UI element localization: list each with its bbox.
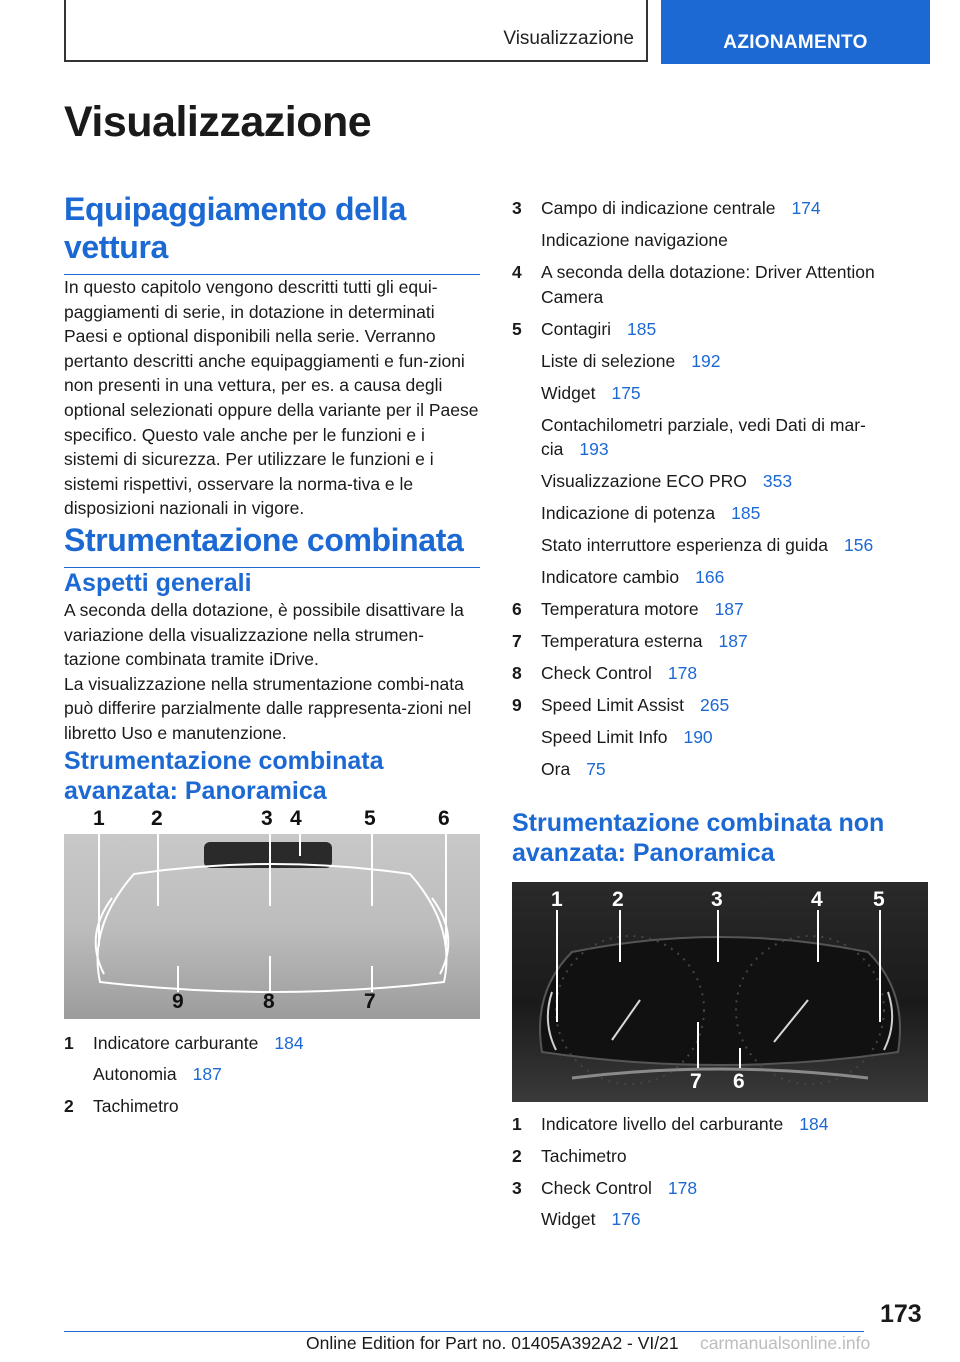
page-ref-link[interactable]: 174 <box>791 198 821 218</box>
list-item <box>512 757 928 782</box>
page-ref-link[interactable]: 193 <box>579 439 609 460</box>
item-number <box>512 349 541 374</box>
basic-callout-4: 4 <box>811 887 823 911</box>
advanced-callout-4: 4 <box>290 806 302 830</box>
list-item <box>512 196 928 221</box>
page-ref-link[interactable]: 176 <box>611 1209 641 1230</box>
general-paragraph-2: La visualizzazione nella strumentazione combi-nata può differire parzialmente dalle rappresenta-zioni nel libretto Uso e manutenzione. <box>64 673 472 743</box>
list-item <box>512 413 928 462</box>
header-section-label: Visualizzazione <box>503 28 634 49</box>
item-number <box>512 533 541 558</box>
list-item <box>512 260 928 309</box>
left-column <box>64 190 480 1119</box>
item-text: Autonomia <box>93 1064 177 1085</box>
list-item <box>512 381 928 406</box>
list-item <box>512 501 928 526</box>
list-item <box>64 1094 480 1119</box>
page-ref-link[interactable]: 185 <box>731 503 761 524</box>
basic-callout-6: 6 <box>733 1069 745 1093</box>
advanced-callout-9: 9 <box>172 989 184 1013</box>
header-section-box <box>64 0 648 62</box>
cluster-heading: Strumentazione combinata <box>64 521 480 568</box>
page-ref-link[interactable]: 184 <box>799 1113 829 1134</box>
item-text: Check Control <box>541 662 652 683</box>
item-number: 8 <box>512 662 522 683</box>
item-number: 9 <box>512 694 522 715</box>
list-item <box>512 629 928 654</box>
list-item <box>512 1176 928 1201</box>
item-text: Visualizzazione ECO PRO <box>541 471 747 492</box>
watermark: carmanualsonline.info <box>700 1333 871 1353</box>
advanced-cluster-drawing <box>64 806 480 1019</box>
advanced-callout-6: 6 <box>438 806 450 830</box>
item-text: Temperatura motore <box>541 599 699 620</box>
page-ref-link[interactable]: 187 <box>714 599 744 620</box>
basic-callout-2: 2 <box>612 887 624 911</box>
page-ref-link[interactable]: 185 <box>627 318 657 339</box>
item-number <box>64 1062 93 1087</box>
advanced-callout-5: 5 <box>364 806 376 830</box>
advanced-callout-1: 1 <box>93 806 105 830</box>
basic-legend <box>512 1112 928 1233</box>
advanced-callout-7: 7 <box>364 989 376 1013</box>
page-ref-link[interactable]: 178 <box>667 662 698 683</box>
page-ref-link[interactable]: 187 <box>718 631 748 651</box>
item-number <box>512 501 541 526</box>
item-text: Indicazione di potenza <box>541 503 716 524</box>
page-number: 173 <box>880 1300 922 1328</box>
list-item <box>512 228 928 253</box>
page-ref-link[interactable]: 184 <box>274 1032 304 1053</box>
page-ref-link[interactable]: 353 <box>762 471 793 492</box>
equipment-heading: Equipaggiamento della vettura <box>64 190 480 275</box>
page-ref-link[interactable]: 166 <box>695 567 725 588</box>
list-item <box>512 725 928 750</box>
footer-rule <box>64 1331 864 1332</box>
list-item <box>512 1144 928 1169</box>
basic-callout-3: 3 <box>711 887 723 911</box>
page-ref-link[interactable]: 156 <box>843 535 874 556</box>
footer-edition: Online Edition for Part no. 01405A392A2 - VI/21 <box>306 1333 679 1353</box>
item-text: Tachimetro <box>93 1096 179 1117</box>
basic-callout-5: 5 <box>873 887 885 911</box>
item-text: Campo di indicazione centrale <box>541 198 776 218</box>
list-item <box>64 1031 480 1056</box>
basic-cluster-heading: Strumentazione combinata non avanzata: Panoramica <box>512 808 885 867</box>
item-text: Speed Limit Info <box>541 726 668 747</box>
item-number <box>512 413 541 462</box>
item-number: 3 <box>512 1177 522 1198</box>
item-number: 1 <box>64 1032 74 1053</box>
item-number: 2 <box>64 1096 74 1117</box>
item-number: 5 <box>512 318 522 339</box>
item-number <box>512 381 541 406</box>
item-number: 7 <box>512 631 522 651</box>
item-text: Contagiri <box>541 318 612 339</box>
general-paragraph-1: A seconda della dotazione, è possibile disattivare la variazione della visualizzazione nella strumen-tazione combinata tramite iDrive. <box>64 599 464 670</box>
item-text: Widget <box>541 1209 596 1230</box>
list-item <box>512 565 928 590</box>
page-header <box>64 0 930 64</box>
item-text: Contachilometri parziale, vedi Dati di mar-cia <box>541 414 866 460</box>
item-number <box>512 565 541 590</box>
list-item <box>512 349 928 374</box>
advanced-callout-3: 3 <box>261 806 273 830</box>
advanced-legend-right <box>512 196 928 782</box>
item-number <box>512 1207 541 1232</box>
page-ref-link[interactable]: 265 <box>699 694 730 715</box>
item-number <box>512 469 541 494</box>
page-ref-link[interactable]: 187 <box>192 1064 222 1085</box>
page-title: Visualizzazione <box>64 98 372 146</box>
list-item <box>512 661 928 686</box>
advanced-cluster-heading: Strumentazione combinata avanzata: Panoramica <box>64 746 384 805</box>
page-ref-link[interactable]: 178 <box>667 1177 698 1198</box>
item-text: Speed Limit Assist <box>541 694 684 715</box>
list-item <box>512 1207 928 1232</box>
page-ref-link[interactable]: 175 <box>611 382 641 403</box>
item-text: Check Control <box>541 1177 652 1198</box>
header-chapter-tab: AZIONAMENTO <box>661 0 930 64</box>
basic-callout-7: 7 <box>690 1069 702 1093</box>
page-ref-link[interactable]: 190 <box>683 726 713 747</box>
item-text: A seconda della dotazione: Driver Attention Camera <box>541 261 875 307</box>
item-text: Ora <box>541 758 571 779</box>
item-text: Indicatore carburante <box>93 1032 259 1053</box>
item-text: Stato interruttore esperienza di guida <box>541 535 828 556</box>
page-ref-link[interactable]: 192 <box>691 350 721 371</box>
item-number <box>512 757 541 782</box>
item-text: Indicazione navigazione <box>541 229 728 250</box>
right-column <box>512 196 928 1232</box>
list-item <box>64 1062 480 1087</box>
list-item <box>512 693 928 718</box>
advanced-cluster-figure <box>64 806 480 1019</box>
item-text: Tachimetro <box>541 1145 627 1166</box>
list-item <box>512 597 928 622</box>
item-number: 3 <box>512 198 522 218</box>
item-number: 1 <box>512 1113 522 1134</box>
advanced-callout-2: 2 <box>151 806 163 830</box>
advanced-callout-8: 8 <box>263 989 275 1013</box>
item-number: 2 <box>512 1145 522 1166</box>
basic-callout-1: 1 <box>551 887 563 911</box>
item-number <box>512 725 541 750</box>
basic-cluster-figure <box>512 882 928 1102</box>
item-number: 4 <box>512 261 522 282</box>
item-text: Liste di selezione <box>541 350 676 371</box>
page-ref-link[interactable]: 75 <box>586 758 606 779</box>
item-text: Indicatore livello del carburante <box>541 1113 784 1134</box>
list-item <box>512 1112 928 1137</box>
advanced-legend-left <box>64 1031 480 1120</box>
item-number: 6 <box>512 599 522 620</box>
item-text: Indicatore cambio <box>541 567 680 588</box>
list-item <box>512 317 928 342</box>
general-heading: Aspetti generali <box>64 568 252 597</box>
basic-cluster-drawing <box>512 882 928 1102</box>
equipment-text: In questo capitolo vengono descritti tutti gli equi-paggiamenti di serie, in dotazione in determinati Paesi e optional disponibili nella serie. Verranno pertanto descritti anche equipaggiamenti e fun-zioni non presenti in una vettura, per es. a causa degli optional selezionati oppure della variante per il Paese specifico. Questo vale anche per le funzioni e i sistemi di sicurezza. Per utilizzare le funzioni e i sistemi rispettivi, osservare la norma-tiva e le disposizioni nazionali in vigore. <box>64 277 479 519</box>
list-item <box>512 469 928 494</box>
item-text: Temperatura esterna <box>541 631 703 651</box>
item-number <box>512 228 541 253</box>
item-text: Widget <box>541 382 596 403</box>
list-item <box>512 533 928 558</box>
